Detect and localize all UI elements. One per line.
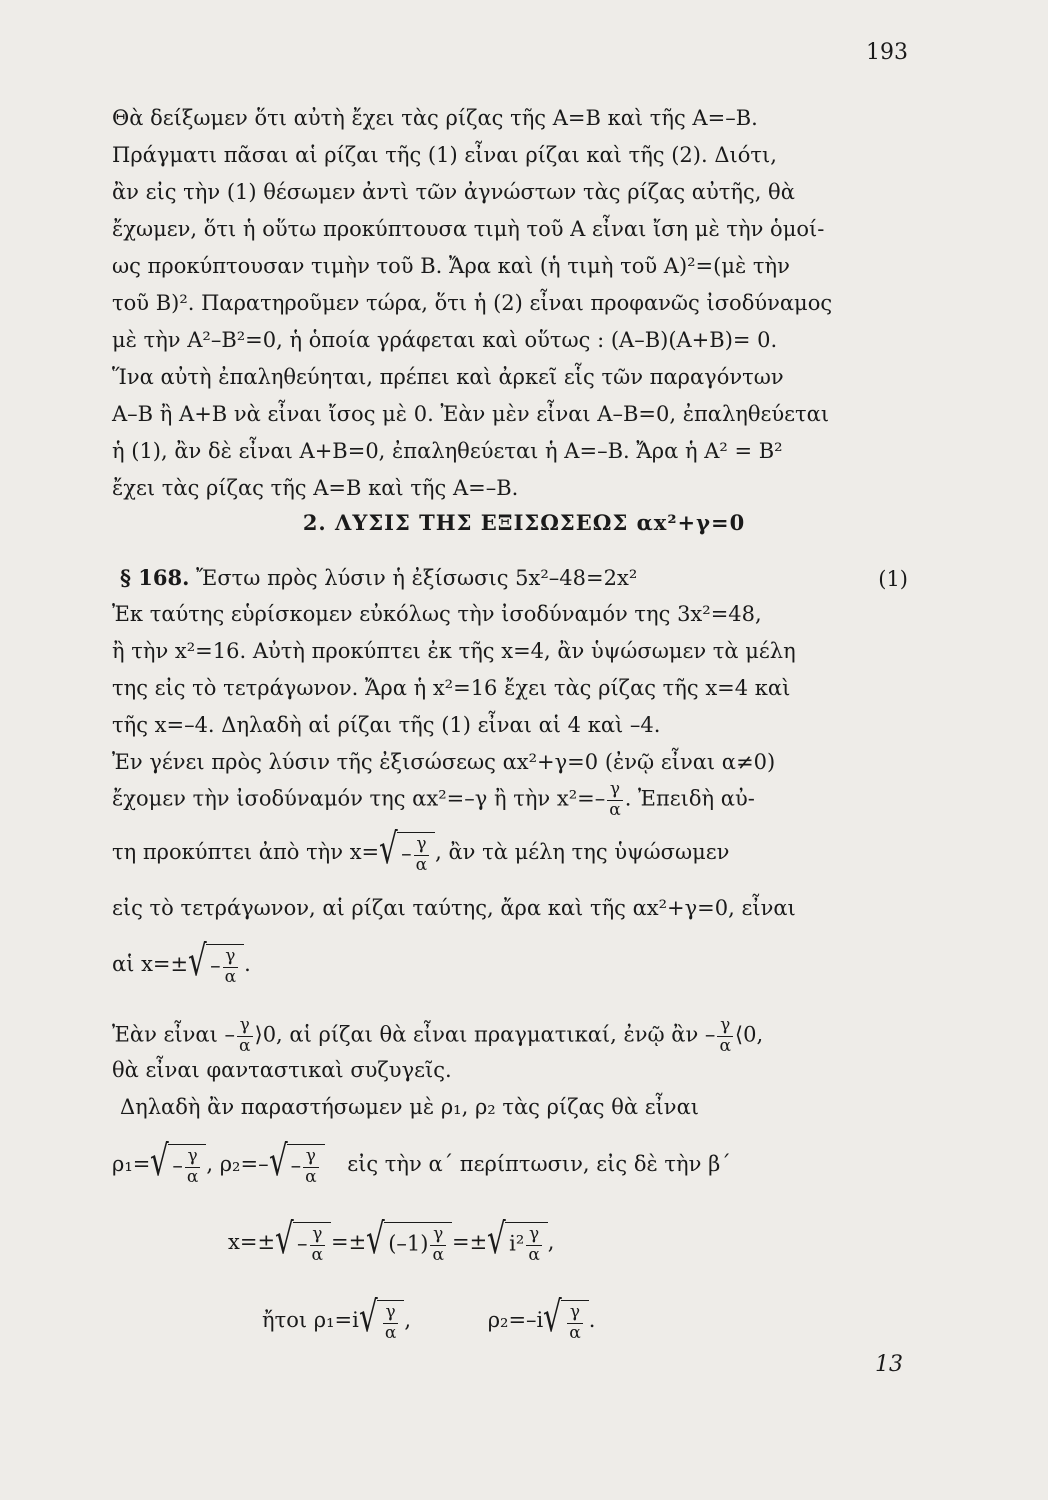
text-line: ἡ (1), ἂν δὲ εἶναι Α+Β=0, ἐπαληθεύεται ἡ Α=–Β. Ἄρα ἡ Α² = Β² — [112, 439, 783, 463]
text-line: ἔχωμεν, ὅτι ἡ οὕτω προκύπτουσα τιμὴ τοῦ Α εἶναι ἴση μὲ τὴν ὁμοί- — [112, 217, 825, 241]
math-line: τη προκύπτει ἀπὸ τὴν x= √ – $\frac{\gamma}{\alpha}$ , ἂν τὰ μέλη της ὑψώσωμεν — [112, 824, 730, 875]
text-line: ἂν εἰς τὴν (1) θέσωμεν ἀντὶ τῶν ἀγνώστων τὰς ρίζας αὐτῆς, θὰ — [112, 180, 795, 204]
fraction: $\frac{\gamma}{\alpha}$ — [609, 779, 621, 820]
math-line: ἔχομεν τὴν ἰσοδύναμόν της αx²=–γ ἢ τὴν x²=– $\frac{\gamma}{\alpha}$ . Ἐπειδὴ αὐ- — [112, 779, 755, 820]
text-line: τῆς x=–4. Δηλαδὴ αἱ ρίζαι τῆς (1) εἶναι αἱ 4 καὶ –4. — [112, 713, 661, 737]
text-line: Ἐκ ταύτης εὑρίσκομεν εὐκόλως τὴν ἰσοδύναμόν της 3x²=48, — [112, 602, 762, 626]
text-line: Α–Β ἢ Α+Β νὰ εἶναι ἴσος μὲ 0. Ἐὰν μὲν εἶναι Α–Β=0, ἐπαληθεύεται — [112, 402, 830, 426]
equation-number: (1) — [878, 567, 908, 591]
text-line: Ἵνα αὐτὴ ἐπαληθεύηται, πρέπει καὶ ἀρκεῖ εἷς τῶν παραγόντων — [112, 365, 784, 389]
section-mark: § 168. — [120, 565, 190, 590]
text-line: ως προκύπτουσαν τιμὴν τοῦ Β. Ἄρα καὶ (ἡ τιμὴ τοῦ Α)²=(μὲ τὴν — [112, 254, 790, 278]
text-line: μὲ τὴν Α²–Β²=0, ἡ ὁποία γράφεται καὶ οὕτως : (Α–Β)(Α+Β)= 0. — [112, 328, 778, 352]
signature-mark: 13 — [875, 1352, 903, 1377]
text-line: Πράγματι πᾶσαι αἱ ρίζαι τῆς (1) εἶναι ρίζαι καὶ τῆς (2). Διότι, — [112, 143, 777, 167]
text-line: θὰ εἶναι φανταστικαὶ συζυγεῖς. — [112, 1058, 452, 1082]
math-line: ἤτοι ρ₁=i √ $\frac{\gamma}{\alpha}$ , ρ₂=–i √ $\frac{\gamma}{\alpha}$ . — [262, 1292, 596, 1343]
text-line: τοῦ Β)². Παρατηροῦμεν τώρα, ὅτι ἡ (2) εἶναι προφανῶς ἰσοδύναμος — [112, 291, 833, 315]
math-line: x=± √ – $\frac{\gamma}{\alpha}$ =± √ (–1) $\frac{\gamma}{\alpha}$ =± √ i² $\frac{\gamma}{\alpha}$ , — [228, 1214, 555, 1265]
math-line: αἱ x=± √ – $\frac{\gamma}{\alpha}$ . — [112, 936, 251, 987]
section-heading: 2. ΛΥΣΙΣ ΤΗΣ ΕΞΙΣΩΣΕΩΣ αx²+γ=0 — [302, 510, 746, 535]
math-line: ρ₁= √ – $\frac{\gamma}{\alpha}$ , ρ₂=– √ – $\frac{\gamma}{\alpha}$ εἰς τὴν α΄ περίπτωσιν, εἰς δὲ τὴν β΄ — [112, 1136, 731, 1187]
sqrt: √ – $\frac{\gamma}{\alpha}$ — [379, 832, 435, 875]
text-line: Δηλαδὴ ἂν παραστήσωμεν μὲ ρ₁, ρ₂ τὰς ρίζας θὰ εἶναι — [120, 1095, 699, 1119]
text-line: ἢ τὴν x²=16. Αὐτὴ προκύπτει ἐκ τῆς x=4, ἂν ὑψώσωμεν τὰ μέλη — [112, 639, 796, 663]
section-text: Ἔστω πρὸς λύσιν ἡ ἐξίσωσις 5x²–48=2x² — [196, 566, 638, 590]
page-number: 193 — [866, 40, 908, 65]
sqrt: √ – $\frac{\gamma}{\alpha}$ — [188, 944, 244, 987]
text-line: Θὰ δείξωμεν ὅτι αὐτὴ ἔχει τὰς ρίζας τῆς Α=Β καὶ τῆς Α=–Β. — [112, 106, 758, 130]
math-line: Ἐὰν εἶναι – $\frac{\gamma}{\alpha}$ ⟩0, αἱ ρίζαι θὰ εἶναι πραγματικαί, ἐνῷ ἂν – $\frac{\gamma}{\alpha}$ ⟨0, — [112, 1015, 764, 1056]
text-line: της εἰς τὸ τετράγωνον. Ἄρα ἡ x²=16 ἔχει τὰς ρίζας τῆς x=4 καὶ — [112, 676, 791, 700]
text-line: εἰς τὸ τετράγωνον, αἱ ρίζαι ταύτης, ἄρα καὶ τῆς αx²+γ=0, εἶναι — [112, 896, 796, 920]
text-line: ἔχει τὰς ρίζας τῆς Α=Β καὶ τῆς Α=–Β. — [112, 476, 519, 500]
section-first-line — [120, 567, 820, 589]
text-line: Ἐν γένει πρὸς λύσιν τῆς ἐξισώσεως αx²+γ=0 (ἐνῷ εἶναι α≠0) — [112, 750, 776, 774]
